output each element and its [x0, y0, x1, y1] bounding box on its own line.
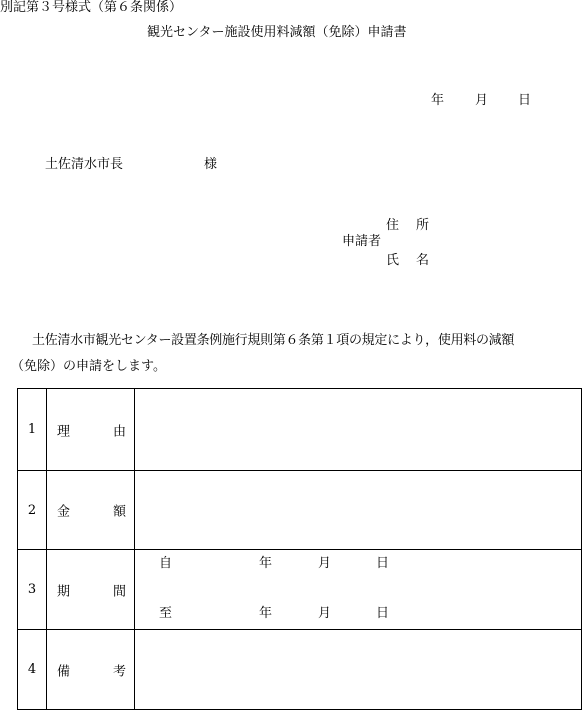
row-number: 2 [18, 471, 47, 550]
addressee-name: 土佐清水市長 [45, 157, 124, 172]
table-row-period [18, 550, 582, 630]
period-from-year: 年 [259, 556, 273, 571]
address-label-char-1: 住 [386, 218, 400, 233]
document-title: 観光センター施設使用料減額（免除）申請書 [147, 25, 407, 40]
name-label-char-1: 氏 [386, 253, 400, 268]
period-from-month: 月 [318, 556, 332, 571]
row-number: 3 [18, 550, 47, 630]
form-reference: 別記第３号様式（第６条関係） [0, 0, 183, 15]
label-remarks: 備 考 [47, 630, 135, 710]
period-to-month: 月 [318, 606, 332, 621]
label-period: 期 間 [47, 550, 135, 630]
amount-value-cell[interactable] [135, 471, 582, 550]
table-row-amount [18, 471, 582, 550]
row-number: 1 [18, 389, 47, 471]
date-year-label: 年 [431, 93, 445, 108]
name-label-char-2: 名 [416, 253, 430, 268]
period-to-year: 年 [259, 606, 273, 621]
body-text-line-1: 土佐清水市観光センター設置条例施行規則第６条第１項の規定により，使用料の減額 [32, 333, 515, 348]
reason-value-cell[interactable] [135, 389, 582, 471]
period-to-day: 日 [376, 606, 390, 621]
body-text-line-2: （免除）の申請をします。 [11, 359, 166, 374]
period-value-cell[interactable] [135, 550, 582, 630]
label-amount: 金 額 [47, 471, 135, 550]
period-from-label: 自 [159, 556, 173, 571]
row-number: 4 [18, 630, 47, 710]
date-month-label: 月 [475, 93, 489, 108]
date-day-label: 日 [518, 93, 532, 108]
label-reason: 理 由 [47, 389, 135, 471]
applicant-label: 申請者 [342, 234, 382, 249]
address-label-char-2: 所 [416, 218, 430, 233]
addressee-honorific: 様 [204, 157, 218, 172]
period-to-label: 至 [159, 606, 173, 621]
table-row-remarks [18, 630, 582, 710]
period-from-day: 日 [376, 556, 390, 571]
table-row-reason [18, 389, 582, 471]
remarks-value-cell[interactable] [135, 630, 582, 710]
application-table [17, 388, 582, 710]
